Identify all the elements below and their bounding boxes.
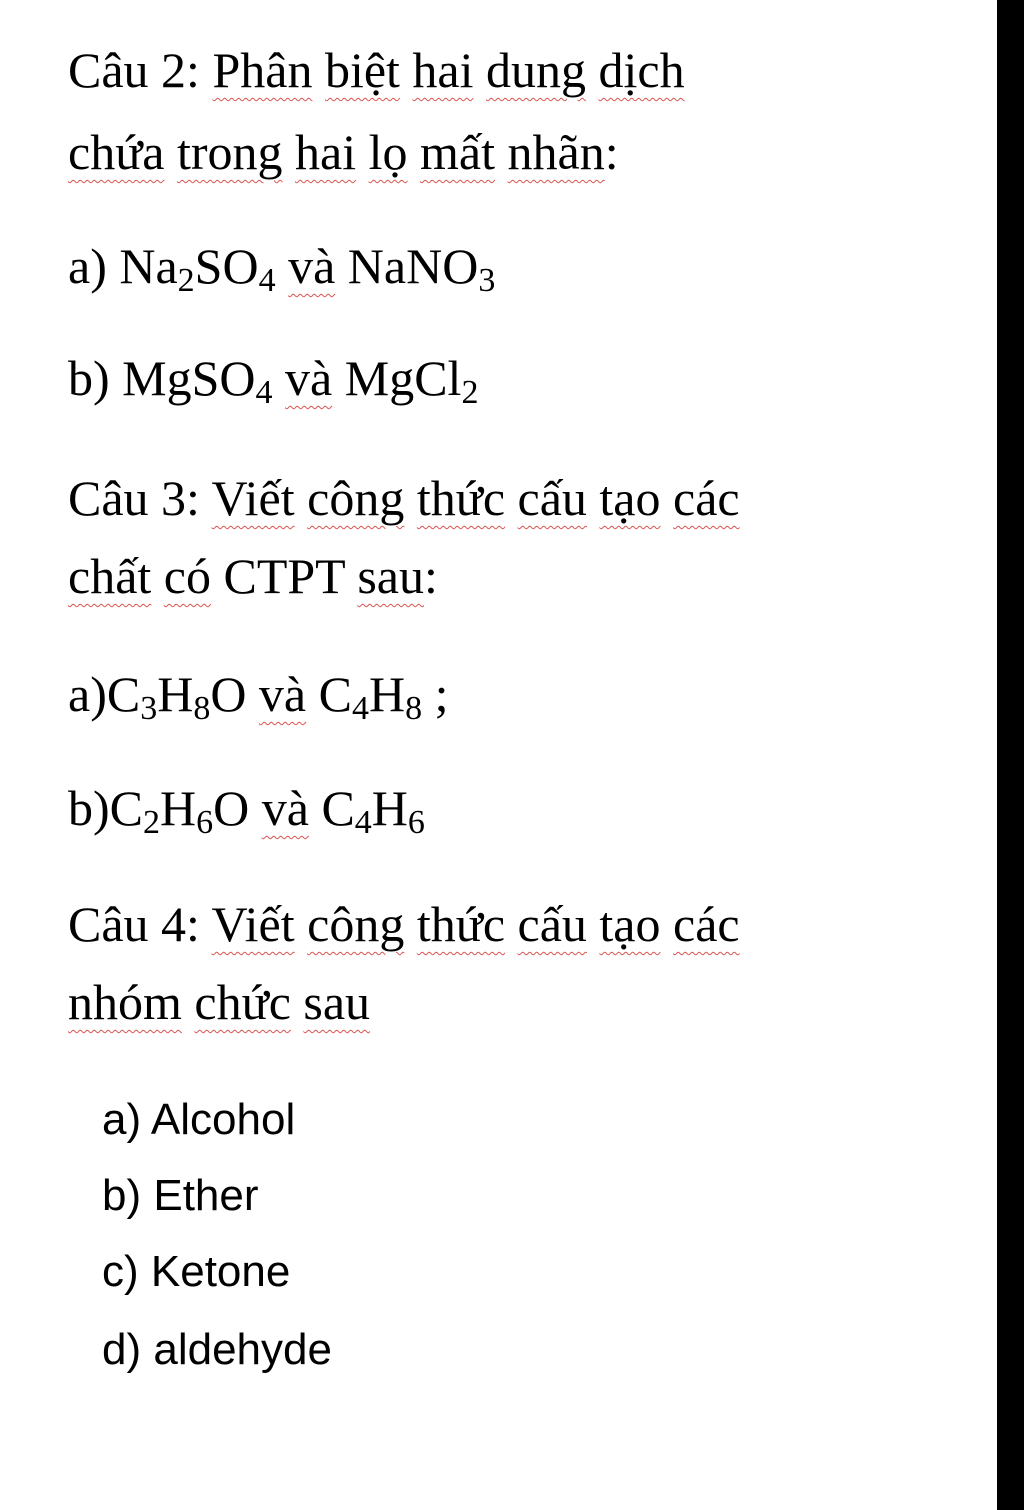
question-3-title-line2 (68, 546, 438, 606)
question-2-item-b (68, 348, 479, 411)
word: hai (412, 42, 474, 98)
semicolon: ; (422, 666, 449, 722)
word: có (163, 548, 211, 604)
word: biệt (324, 42, 400, 98)
word: sau (303, 974, 371, 1030)
colon: : (423, 548, 438, 604)
word: các (673, 896, 740, 952)
word: nhóm (68, 974, 182, 1030)
word: công (307, 896, 405, 952)
word: sau (357, 548, 424, 604)
word: cấu (517, 470, 587, 526)
word: dịch (598, 42, 685, 98)
question-4-title-line1 (68, 894, 740, 954)
question-2-title-line2 (68, 122, 619, 182)
formula-c4h6: $C_4H_6$ (321, 780, 425, 841)
item-label: b) (68, 350, 123, 406)
word: thức (416, 896, 506, 952)
word: công (307, 470, 405, 526)
formula-c2h6o: $C_2H_6O$ (109, 780, 250, 841)
word: cấu (517, 896, 587, 952)
word: dung (486, 42, 587, 98)
question-2-title-line1 (68, 40, 685, 100)
word-va: và (285, 350, 333, 406)
colon: : (604, 124, 619, 180)
word: hai (295, 124, 357, 180)
word: trong (176, 124, 283, 180)
formula-mgcl2: MgCl$_2$ (344, 350, 479, 411)
word: nhãn (507, 124, 605, 180)
word: chất (68, 548, 152, 604)
formula-c3h8o: $C_3H_8O$ (106, 666, 247, 727)
word: mất (420, 124, 496, 180)
question-2-label: Câu 2: (68, 42, 213, 98)
word-va: và (288, 238, 336, 294)
item-label: a) (68, 238, 120, 294)
word-va: và (258, 666, 307, 722)
question-4-title-line2 (68, 972, 370, 1032)
question-4-label: Câu 4: (68, 896, 212, 952)
question-3-label: Câu 3: (68, 470, 212, 526)
item-label: a) (68, 666, 107, 722)
formula-nano3: NaNO$_3$ (347, 238, 496, 299)
word: Viết (211, 896, 295, 952)
word: tạo (599, 896, 661, 952)
question-3-item-a (68, 664, 449, 727)
formula-c4h8: $C_4H_8$ (318, 666, 423, 727)
word: Phân (212, 42, 313, 98)
word: chức (194, 974, 291, 1030)
word-va: và (261, 780, 309, 836)
question-3-title-line1 (68, 468, 740, 528)
word-ctpt: CTPT (210, 548, 358, 604)
list-item-aldehyde: d) aldehyde (102, 1325, 332, 1374)
list-item-ether: b) Ether (102, 1171, 259, 1220)
question-2-item-a (68, 236, 496, 299)
list-item-ketone: c) Ketone (102, 1247, 291, 1296)
word: lọ (368, 124, 408, 180)
word: Viết (211, 470, 295, 526)
formula-mgso4: MgSO$_4$ (122, 350, 273, 411)
formula-na2so4: $Na_2SO_4$ (119, 238, 276, 299)
question-3-item-b (68, 778, 425, 841)
list-item-alcohol: a) Alcohol (102, 1095, 296, 1144)
word: chứa (68, 124, 165, 180)
item-label: b) (68, 780, 110, 836)
word: tạo (599, 470, 661, 526)
word: các (673, 470, 740, 526)
word: thức (416, 470, 506, 526)
